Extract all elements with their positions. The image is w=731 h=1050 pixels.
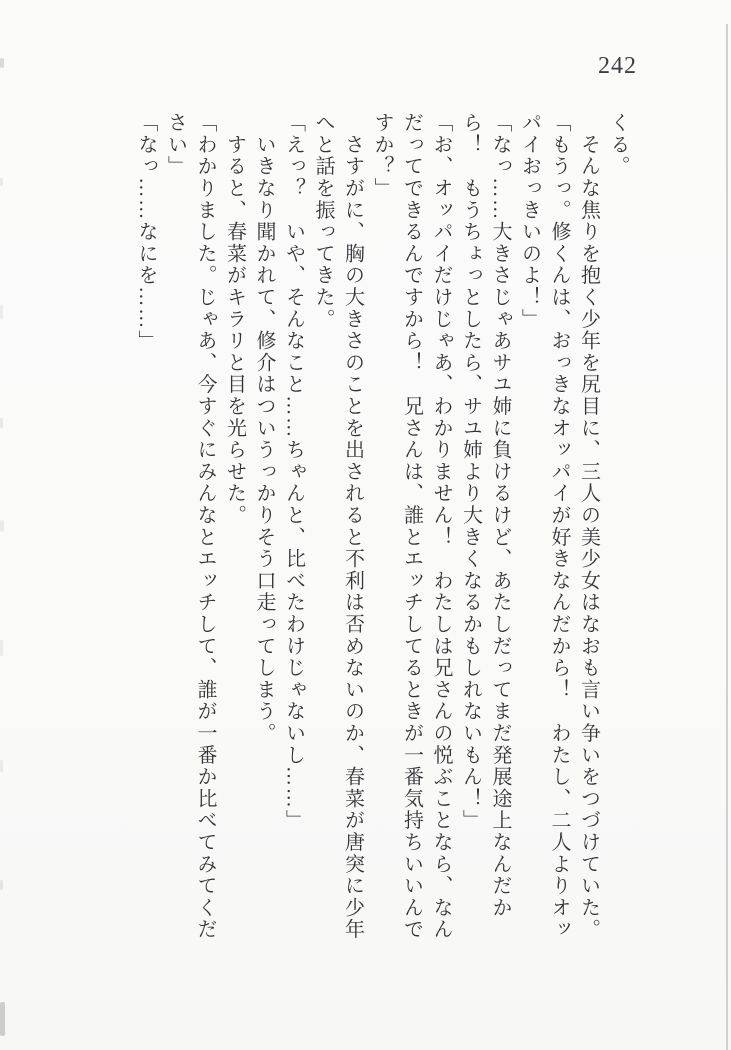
scan-mark	[0, 1002, 5, 1036]
text-column: さい」	[164, 112, 187, 178]
page-edge-line	[726, 24, 728, 1050]
scan-mark	[0, 58, 4, 68]
text-column: 「もうっ。修くんは、おっきなオッパイが好きなんだから！ わたし、二人よりオッ	[548, 112, 570, 941]
scan-mark	[0, 640, 3, 656]
scan-mark	[0, 760, 3, 772]
scan-mark	[0, 418, 3, 428]
text-column: パイおっきいのよ！」	[518, 112, 541, 330]
scan-mark	[0, 880, 3, 890]
text-column: いきなり聞かれて、修介はついうっかりそう口走ってしまう。	[253, 112, 275, 745]
text-column: すか？」	[371, 112, 393, 200]
text-column: 「なっ……大きさじゃあサユ姉に負けるけど、あたしだってまだ発展途上なんだか	[489, 112, 511, 919]
text-column: すると、春菜がキラリと目を光らせた。	[223, 112, 246, 527]
scan-mark	[0, 520, 4, 532]
scan-mark	[0, 178, 3, 186]
text-column: くる。	[607, 112, 629, 178]
text-column: 「なっ……なにを……」	[135, 112, 157, 352]
text-column: 「わかりました。じゃあ、今すぐにみんなとエッチして、誰が一番か比べてみてくだ	[194, 112, 216, 941]
scan-mark	[0, 305, 3, 319]
text-column: 「お、オッパイだけじゃあ、わかりません！ わたしは兄さんの悦ぶことなら、なん	[430, 112, 452, 941]
text-column: そんな焦りを抱く少年を尻目に、三人の美少女はなおも言い争いをつづけていた。	[577, 112, 600, 941]
text-column: 「えっ？ いや、そんなこと……ちゃんと、比べたわけじゃないし……」	[282, 112, 305, 832]
page-number: 242	[598, 53, 637, 79]
text-column: ら！ もうちょっとしたら、サユ姉より大きくなるかもしれないもん！」	[459, 112, 482, 832]
text-column: さすがに、胸の大きさのことを出されると不利は否めないのか、春菜が唐突に少年	[341, 112, 364, 941]
text-column: へと話を振ってきた。	[312, 112, 334, 330]
text-column: だってできるんですから！ 兄さんは、誰とエッチしてるときが一番気持ちいいんで	[400, 112, 423, 941]
novel-text-block	[131, 112, 633, 964]
